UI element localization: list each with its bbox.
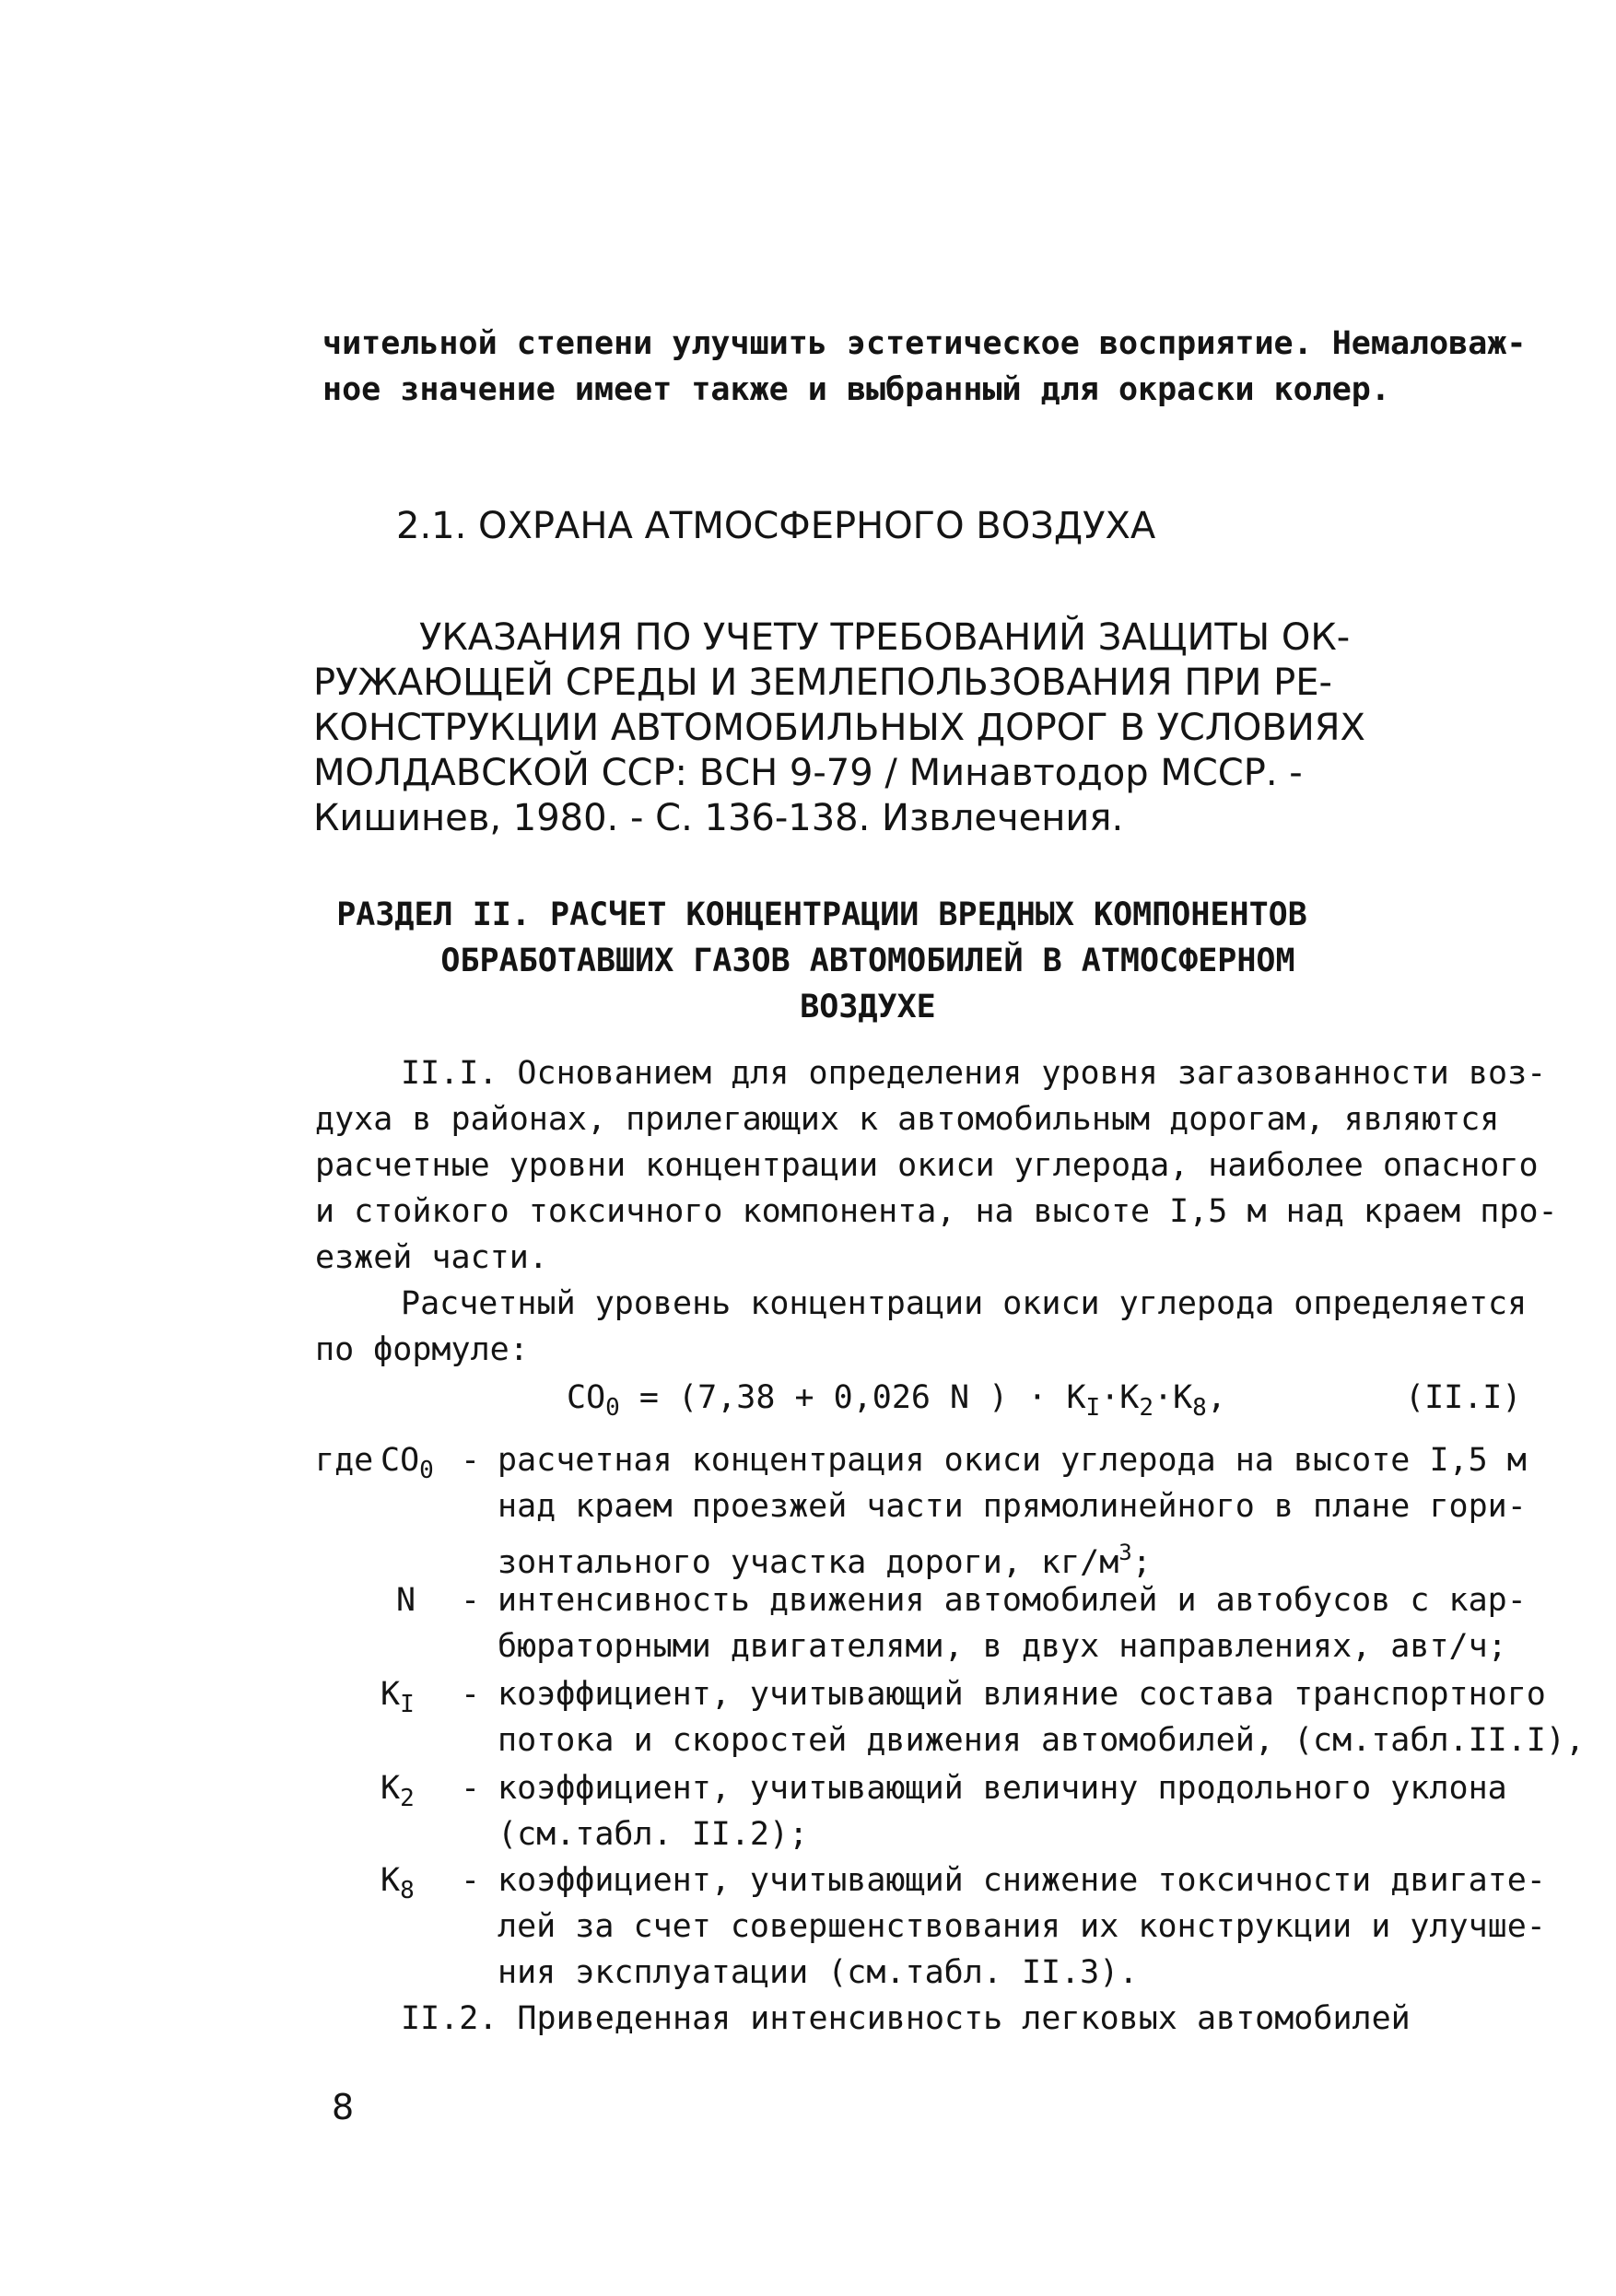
unit-text: зонтального участка дороги, кг/м bbox=[498, 1544, 1119, 1581]
where-symbol-k2 bbox=[381, 1765, 415, 1822]
section-heading: 2.1. ОХРАНА АТМОСФЕРНОГО ВОЗДУХА bbox=[396, 505, 1156, 547]
where-symbol-n: N bbox=[396, 1582, 416, 1619]
formula-mid: = (7,38 + 0,026 N ) · K bbox=[619, 1379, 1086, 1416]
where-co0-line-2: над краем проезжей части прямолинейного в плане гори- bbox=[498, 1488, 1527, 1525]
para-2-1-line-1: II.I. Основанием для определения уровня загазованности воз- bbox=[401, 1055, 1547, 1092]
formula-end: , bbox=[1206, 1379, 1226, 1416]
symbol-base: K bbox=[381, 1862, 401, 1899]
formula-intro-line-1: Расчетный уровень концентрации окиси углерода определяется bbox=[401, 1285, 1528, 1322]
unit-tail: ; bbox=[1131, 1544, 1152, 1581]
where-k2-line-1: коэффициент, учитывающий величину продольного уклона bbox=[498, 1770, 1507, 1807]
formula-k2-sub: 2 bbox=[1139, 1394, 1154, 1422]
where-prefix: где bbox=[315, 1442, 374, 1479]
where-symbol-co0 bbox=[381, 1437, 434, 1494]
formula-co-sub: 0 bbox=[605, 1394, 620, 1422]
para-2-2-line-1: II.2. Приведенная интенсивность легковых автомобилей bbox=[401, 2000, 1411, 2037]
where-symbol-k1 bbox=[381, 1671, 415, 1728]
where-k8-line-1: коэффициент, учитывающий снижение токсичности двигате- bbox=[498, 1862, 1546, 1899]
where-k1-line-1: коэффициент, учитывающий влияние состава транспортного bbox=[498, 1676, 1546, 1713]
para-2-1-line-2: духа в районах, прилегающих к автомобильным дорогам, являются bbox=[315, 1101, 1500, 1138]
para-2-1-line-4: и стойкого токсичного компонента, на высоте I,5 м над краем про- bbox=[315, 1193, 1558, 1230]
symbol-sub: 2 bbox=[400, 1785, 415, 1812]
razdel-heading-line-1: РАЗДЕЛ II. РАСЧЕТ КОНЦЕНТРАЦИИ ВРЕДНЫХ КОМПОНЕНТОВ bbox=[336, 896, 1307, 933]
symbol-base: K bbox=[381, 1770, 401, 1807]
top-paragraph-line-1: чительной степени улучшить эстетическое восприятие. Немаловаж- bbox=[322, 325, 1527, 362]
formula-k2: ·K bbox=[1100, 1379, 1140, 1416]
symbol-sub: 0 bbox=[419, 1457, 434, 1484]
formula-expression bbox=[567, 1375, 1226, 1431]
formula-k8: ·K bbox=[1153, 1379, 1193, 1416]
unit-sup: 3 bbox=[1118, 1540, 1132, 1565]
where-dash: - bbox=[461, 1770, 481, 1807]
where-dash: - bbox=[461, 1676, 481, 1713]
reference-line-5: Кишинев, 1980. - С. 136-138. Извлечения. bbox=[313, 797, 1124, 839]
page-number: 8 bbox=[332, 2087, 355, 2127]
where-n-line-1: интенсивность движения автомобилей и автобусов с кар- bbox=[498, 1582, 1527, 1619]
formula-intro-line-2: по формуле: bbox=[315, 1331, 529, 1368]
razdel-heading-line-2: ОБРАБОТАВШИХ ГАЗОВ АВТОМОБИЛЕЙ В АТМОСФЕРНОМ bbox=[440, 943, 1295, 979]
formula-k8-sub: 8 bbox=[1192, 1394, 1207, 1422]
para-2-1-line-5: езжей части. bbox=[315, 1239, 548, 1276]
where-n-line-2: бюраторными двигателями, в двух направлениях, авт/ч; bbox=[498, 1628, 1507, 1665]
symbol-sub: I bbox=[400, 1691, 415, 1718]
where-dash: - bbox=[461, 1442, 481, 1479]
symbol-base: CO bbox=[381, 1442, 420, 1479]
reference-line-1: УКАЗАНИЯ ПО УЧЕТУ ТРЕБОВАНИЙ ЗАЩИТЫ ОК- bbox=[419, 616, 1351, 659]
where-dash: - bbox=[461, 1582, 481, 1619]
where-k8-line-3: ния эксплуатации (см.табл. II.3). bbox=[498, 1954, 1139, 1991]
where-symbol-k8 bbox=[381, 1857, 415, 1914]
formula-co: CO bbox=[567, 1379, 606, 1416]
where-dash: - bbox=[461, 1862, 481, 1899]
formula-number: (II.I) bbox=[1405, 1379, 1522, 1416]
reference-line-3: КОНСТРУКЦИИ АВТОМОБИЛЬНЫХ ДОРОГ В УСЛОВИЯХ bbox=[313, 707, 1365, 749]
para-2-1-line-3: расчетные уровни концентрации окиси углерода, наиболее опасного bbox=[315, 1147, 1539, 1184]
formula-k1-sub: I bbox=[1085, 1394, 1101, 1422]
where-k1-line-2: потока и скоростей движения автомобилей, (см.табл.II.I), bbox=[498, 1722, 1586, 1759]
where-co0-line-1: расчетная концентрация окиси углерода на высоте I,5 м bbox=[498, 1442, 1527, 1479]
reference-line-4: МОЛДАВСКОЙ ССР: ВСН 9-79 / Минавтодор МССР. - bbox=[313, 752, 1303, 794]
top-paragraph-line-2: ное значение имеет также и выбранный для окраски колер. bbox=[322, 371, 1390, 408]
symbol-sub: 8 bbox=[400, 1877, 415, 1904]
where-k8-line-2: лей за счет совершенствования их конструкции и улучше- bbox=[498, 1908, 1546, 1945]
razdel-heading-line-3: ВОЗДУХЕ bbox=[800, 989, 936, 1025]
where-k2-line-2: (см.табл. II.2); bbox=[498, 1816, 809, 1853]
symbol-base: K bbox=[381, 1676, 401, 1713]
reference-line-2: РУЖАЮЩЕЙ СРЕДЫ И ЗЕМЛЕПОЛЬЗОВАНИЯ ПРИ РЕ- bbox=[313, 662, 1332, 704]
